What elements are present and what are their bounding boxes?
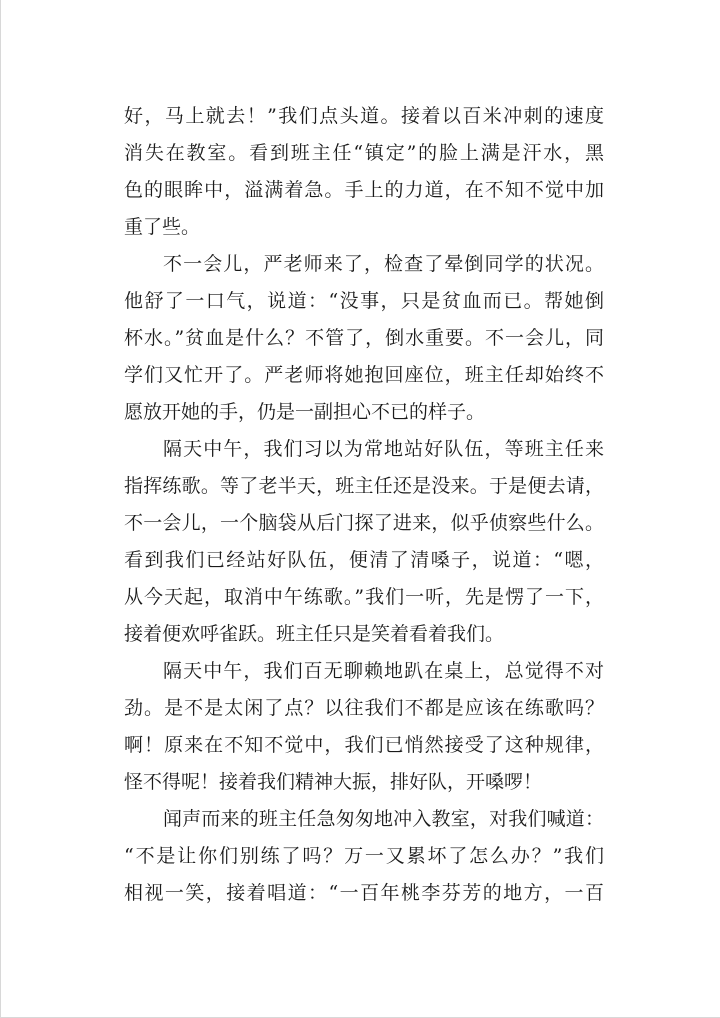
text-line: 色的眼眸中，溢满着急。手上的力道，在不知不觉中加 <box>124 179 604 201</box>
text-line: 不一会儿，严老师来了，检查了晕倒同学的状况。 <box>163 253 604 275</box>
text-line: 不一会儿，一个脑袋从后门探了进来，似乎侦察些什么。 <box>124 512 604 534</box>
text-line: 他舒了一口气，说道：“没事，只是贫血而已。帮她倒 <box>124 290 604 312</box>
text-line: 闻声而来的班主任急匆匆地冲入教室，对我们喊道： <box>163 808 604 830</box>
text-line: 接着便欢呼雀跃。班主任只是笑着看着我们。 <box>124 623 505 645</box>
text-line: 怪不得呢！接着我们精神大振，排好队，开嗓啰！ <box>124 771 543 793</box>
text-line: 隔天中午，我们习以为常地站好队伍，等班主任来 <box>163 438 604 460</box>
text-line: 学们又忙开了。严老师将她抱回座位，班主任却始终不 <box>124 364 604 386</box>
paragraph <box>124 98 604 246</box>
paragraph <box>124 801 604 912</box>
text-line: 劲。是不是太闲了点？以往我们不都是应该在练歌吗？ <box>124 697 604 719</box>
text-line: 相视一笑，接着唱道：“一百年桃李芬芳的地方，一百 <box>124 882 604 904</box>
paragraph <box>124 653 604 801</box>
paragraph <box>124 431 604 653</box>
paragraph <box>124 246 604 431</box>
text-line: 好，马上就去！”我们点头道。接着以百米冲刺的速度 <box>124 105 604 127</box>
text-line: 隔天中午，我们百无聊赖地趴在桌上，总觉得不对 <box>163 660 604 682</box>
text-line: 从今天起，取消中午练歌。”我们一听，先是愣了一下， <box>124 586 604 608</box>
essay-text <box>124 98 604 912</box>
text-line: 啊！原来在不知不觉中，我们已悄然接受了这种规律， <box>124 734 604 756</box>
text-line: “不是让你们别练了吗？万一又累坏了怎么办？”我们 <box>124 845 604 867</box>
text-line: 看到我们已经站好队伍，便清了清嗓子，说道：“嗯， <box>124 549 604 571</box>
text-line: 重了些。 <box>124 216 201 238</box>
text-line: 消失在教室。看到班主任“镇定”的脸上满是汗水，黑 <box>124 142 604 164</box>
text-line: 杯水。”贫血是什么？不管了，倒水重要。不一会儿，同 <box>124 327 604 349</box>
text-line: 指挥练歌。等了老半天，班主任还是没来。于是便去请， <box>124 475 604 497</box>
text-line: 愿放开她的手，仍是一副担心不已的样子。 <box>124 401 486 423</box>
